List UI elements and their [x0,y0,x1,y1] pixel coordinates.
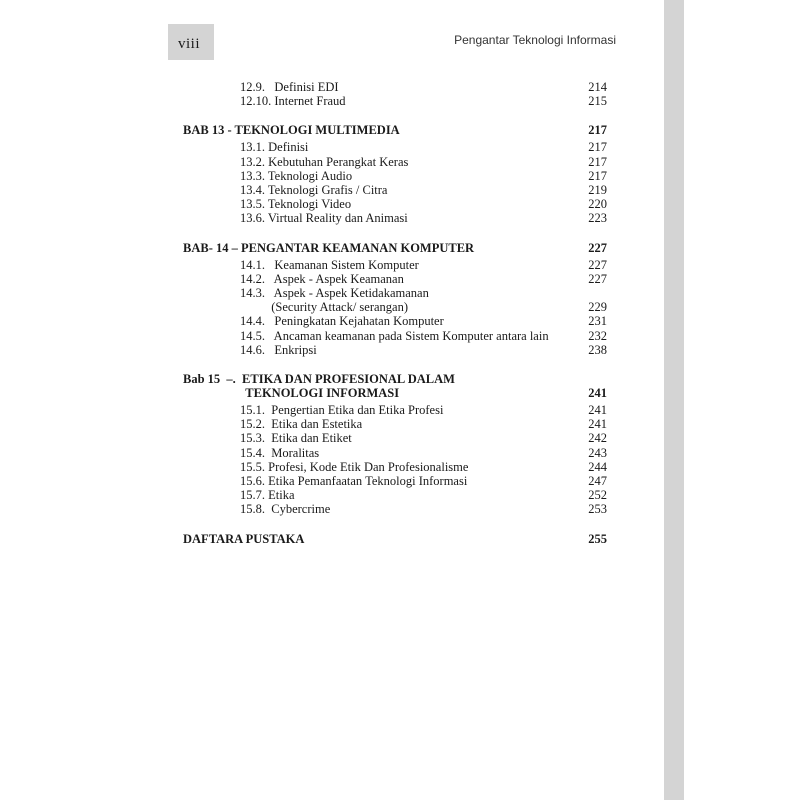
toc-entry-page: 223 [588,211,607,226]
toc-entry-label: 13.1. Definisi [240,140,309,155]
chapter-page: 255 [588,531,607,546]
toc-entry-label: 13.5. Teknologi Video [240,197,352,212]
toc-entry-page: 241 [588,417,607,432]
toc-entry-label: 14.1. Keamanan Sistem Komputer [240,257,419,272]
toc-entry-12-10 [183,94,607,108]
toc-entry-label: 13.4. Teknologi Grafis / Citra [240,183,388,198]
chapter-title: BAB- 14 – PENGANTAR KEAMANAN KOMPUTER [183,240,475,255]
toc-entry-15-5 [183,460,607,474]
toc-entry-page: 220 [588,197,607,212]
toc-entry-14-6 [183,343,607,357]
toc-entry-13-6 [183,211,607,225]
toc-entry-label: 14.4. Peningkatan Kejahatan Komputer [240,314,444,329]
toc-entry-label: 14.3. Aspek - Aspek Ketidakamanan [240,286,429,301]
chapter-heading-14 [183,241,607,255]
toc-entry-14-2 [183,272,607,286]
toc-entry-label: 14.6. Enkripsi [240,342,317,357]
toc-entry-12-9 [183,80,607,94]
toc-entry-label: 15.8. Cybercrime [240,502,331,517]
toc-entry-14-3 [183,286,607,314]
toc-entry-14-4 [183,314,607,328]
toc-entry-label: 15.5. Profesi, Kode Etik Dan Profesionalisme [240,459,469,474]
toc-entry-13-1 [183,140,607,154]
toc-entry-page: 217 [588,168,607,183]
toc-entry-label: 15.3. Etika dan Etiket [240,431,352,446]
toc-entry-label: 12.10. Internet Fraud [240,94,346,109]
toc-entry-page: 247 [588,474,607,489]
toc-entry-15-6 [183,474,607,488]
toc-entry-13-4 [183,183,607,197]
toc-entry-label-cont: (Security Attack/ serangan) [240,300,409,315]
toc-entry-15-2 [183,417,607,431]
toc-entry-page: 214 [588,80,607,94]
chapter-title-cont: TEKNOLOGI INFORMASI [183,386,400,401]
toc-entry-14-1 [183,258,607,272]
toc-entry-label: 15.4. Moralitas [240,445,320,460]
toc-entry-14-5 [183,329,607,343]
chapter-page: 241 [588,386,607,401]
toc-entry-label: 15.2. Etika dan Estetika [240,417,363,432]
chapter-heading-bibliography [183,532,607,546]
toc-entry-page: 231 [588,314,607,329]
chapter-title: BAB 13 - TEKNOLOGI MULTIMEDIA [183,123,400,138]
toc-entry-page: 232 [588,328,607,343]
toc-entry-page: 215 [588,94,607,109]
chapter-heading-13 [183,123,607,137]
toc-entry-label: 14.2. Aspek - Aspek Keamanan [240,271,404,286]
toc-entry-15-3 [183,431,607,445]
toc-entry-page: 217 [588,140,607,155]
toc-entry-label: 15.1. Pengertian Etika dan Etika Profesi [240,403,444,418]
toc-entry-label: 15.6. Etika Pemanfaatan Teknologi Informasi [240,474,468,489]
page-number: viii [178,36,201,52]
page-edge-band [664,0,684,800]
toc-entry-label: 14.5. Ancaman keamanan pada Sistem Komputer antara lain [240,328,549,343]
toc-entry-label: 13.2. Kebutuhan Perangkat Keras [240,154,409,169]
toc-entry-page: 241 [588,403,607,418]
chapter-page: 217 [588,123,607,138]
toc-entry-page: 219 [588,183,607,198]
toc-entry-13-3 [183,169,607,183]
toc-entry-label: 15.7. Etika [240,488,295,503]
toc-entry-label: 13.6. Virtual Reality dan Animasi [240,211,408,226]
toc-entry-15-1 [183,403,607,417]
toc-entry-page: 229 [588,300,607,315]
toc-entry-page: 253 [588,502,607,517]
chapter-title: Bab 15 –. ETIKA DAN PROFESIONAL DALAM [183,372,455,387]
toc-entry-13-5 [183,197,607,211]
toc-entry-page: 242 [588,431,607,446]
running-title: Pengantar Teknologi Informasi [454,33,616,47]
toc-entry-page: 244 [588,459,607,474]
toc-entry-page: 227 [588,257,607,272]
chapter-title: DAFTARA PUSTAKA [183,531,305,546]
chapter-heading-15 [183,372,607,400]
toc-entry-page: 243 [588,445,607,460]
toc-entry-label: 12.9. Definisi EDI [240,80,339,94]
toc-entry-15-4 [183,446,607,460]
table-of-contents [183,80,607,546]
toc-entry-page: 238 [588,342,607,357]
toc-entry-page: 217 [588,154,607,169]
chapter-page: 227 [588,240,607,255]
toc-entry-page: 252 [588,488,607,503]
toc-entry-13-2 [183,155,607,169]
toc-entry-15-8 [183,502,607,516]
toc-entry-15-7 [183,488,607,502]
toc-entry-page: 227 [588,271,607,286]
toc-entry-label: 13.3. Teknologi Audio [240,168,353,183]
